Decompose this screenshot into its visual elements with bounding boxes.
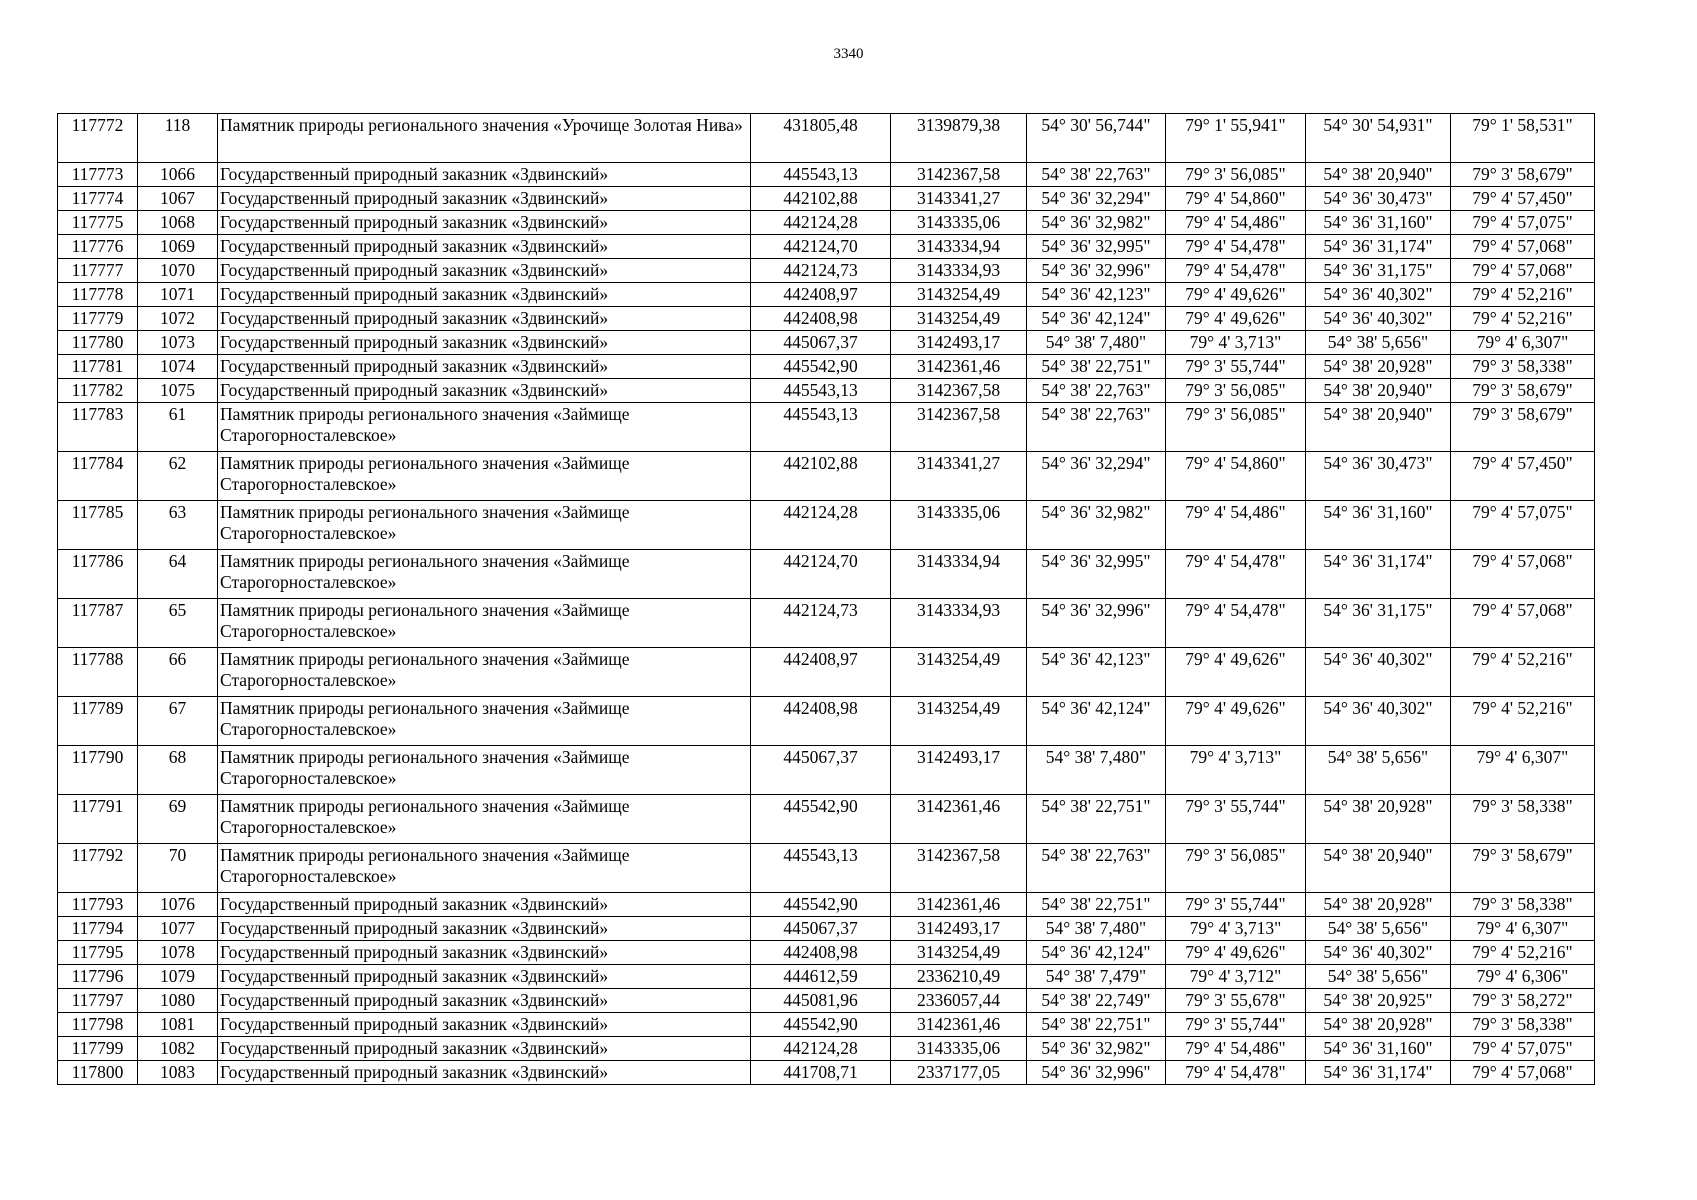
object-name-cell: Государственный природный заказник «Здвинский» [218,187,751,211]
object-name-cell: Государственный природный заказник «Здвинский» [218,917,751,941]
y-coordinate-cell: 3142361,46 [891,795,1027,844]
x-coordinate-cell: 442408,98 [751,307,891,331]
y-coordinate-cell: 3142361,46 [891,893,1027,917]
table-row [58,355,1595,379]
row-id-cell: 117781 [58,355,138,379]
row-id-cell: 117780 [58,331,138,355]
latitude-2-cell: 54° 38' 20,928" [1306,355,1451,379]
longitude-1-cell: 79° 4' 49,626" [1166,648,1306,697]
point-number-cell: 1075 [138,379,218,403]
latitude-1-cell: 54° 38' 22,751" [1027,355,1166,379]
latitude-1-cell: 54° 36' 32,995" [1027,235,1166,259]
point-number-cell: 1070 [138,259,218,283]
row-id-cell: 117789 [58,697,138,746]
table-row [58,283,1595,307]
object-name-cell: Государственный природный заказник «Здвинский» [218,283,751,307]
longitude-1-cell: 79° 1' 55,941" [1166,114,1306,163]
y-coordinate-cell: 3143335,06 [891,501,1027,550]
latitude-2-cell: 54° 36' 31,160" [1306,211,1451,235]
row-id-cell: 117775 [58,211,138,235]
point-number-cell: 68 [138,746,218,795]
latitude-2-cell: 54° 38' 5,656" [1306,331,1451,355]
latitude-2-cell: 54° 36' 30,473" [1306,452,1451,501]
object-name-cell: Государственный природный заказник «Здвинский» [218,1013,751,1037]
x-coordinate-cell: 442124,73 [751,599,891,648]
latitude-1-cell: 54° 36' 42,124" [1027,941,1166,965]
x-coordinate-cell: 445543,13 [751,163,891,187]
object-name-cell: Государственный природный заказник «Здвинский» [218,379,751,403]
latitude-2-cell: 54° 36' 30,473" [1306,187,1451,211]
y-coordinate-cell: 3143254,49 [891,941,1027,965]
x-coordinate-cell: 444612,59 [751,965,891,989]
object-name-cell: Государственный природный заказник «Здвинский» [218,941,751,965]
latitude-2-cell: 54° 36' 31,175" [1306,599,1451,648]
longitude-1-cell: 79° 4' 54,860" [1166,452,1306,501]
longitude-2-cell: 79° 4' 52,216" [1451,697,1595,746]
longitude-2-cell: 79° 4' 57,450" [1451,187,1595,211]
point-number-cell: 67 [138,697,218,746]
table-row [58,331,1595,355]
object-name-cell: Государственный природный заказник «Здвинский» [218,965,751,989]
latitude-2-cell: 54° 36' 40,302" [1306,941,1451,965]
row-id-cell: 117793 [58,893,138,917]
table-row [58,965,1595,989]
table-row [58,403,1595,452]
x-coordinate-cell: 431805,48 [751,114,891,163]
point-number-cell: 1066 [138,163,218,187]
longitude-2-cell: 79° 4' 6,307" [1451,331,1595,355]
row-id-cell: 117776 [58,235,138,259]
latitude-2-cell: 54° 36' 31,175" [1306,259,1451,283]
latitude-1-cell: 54° 36' 32,996" [1027,259,1166,283]
longitude-2-cell: 79° 4' 57,075" [1451,1037,1595,1061]
x-coordinate-cell: 445542,90 [751,795,891,844]
y-coordinate-cell: 2337177,05 [891,1061,1027,1085]
longitude-1-cell: 79° 4' 49,626" [1166,941,1306,965]
row-id-cell: 117798 [58,1013,138,1037]
table-row [58,697,1595,746]
row-id-cell: 117792 [58,844,138,893]
y-coordinate-cell: 3142367,58 [891,379,1027,403]
point-number-cell: 1074 [138,355,218,379]
x-coordinate-cell: 442124,70 [751,550,891,599]
longitude-1-cell: 79° 3' 55,744" [1166,355,1306,379]
latitude-1-cell: 54° 38' 22,763" [1027,844,1166,893]
latitude-1-cell: 54° 36' 32,294" [1027,452,1166,501]
object-name-cell: Памятник природы регионального значения «Займище Старогорносталевское» [218,844,751,893]
point-number-cell: 1069 [138,235,218,259]
longitude-1-cell: 79° 4' 49,626" [1166,283,1306,307]
y-coordinate-cell: 3143335,06 [891,1037,1027,1061]
latitude-2-cell: 54° 36' 31,174" [1306,235,1451,259]
object-name-cell: Государственный природный заказник «Здвинский» [218,989,751,1013]
y-coordinate-cell: 3142493,17 [891,917,1027,941]
latitude-1-cell: 54° 38' 22,749" [1027,989,1166,1013]
latitude-1-cell: 54° 38' 7,480" [1027,331,1166,355]
y-coordinate-cell: 2336210,49 [891,965,1027,989]
y-coordinate-cell: 3143334,93 [891,259,1027,283]
latitude-1-cell: 54° 38' 22,763" [1027,379,1166,403]
longitude-2-cell: 79° 4' 57,450" [1451,452,1595,501]
row-id-cell: 117790 [58,746,138,795]
latitude-1-cell: 54° 38' 7,480" [1027,917,1166,941]
x-coordinate-cell: 442124,70 [751,235,891,259]
object-name-cell: Государственный природный заказник «Здвинский» [218,307,751,331]
longitude-2-cell: 79° 4' 52,216" [1451,648,1595,697]
longitude-2-cell: 79° 4' 57,068" [1451,599,1595,648]
object-name-cell: Памятник природы регионального значения «Займище Старогорносталевское» [218,795,751,844]
longitude-1-cell: 79° 3' 56,085" [1166,163,1306,187]
longitude-2-cell: 79° 3' 58,338" [1451,893,1595,917]
latitude-1-cell: 54° 36' 32,996" [1027,1061,1166,1085]
longitude-1-cell: 79° 4' 54,478" [1166,259,1306,283]
point-number-cell: 118 [138,114,218,163]
x-coordinate-cell: 445081,96 [751,989,891,1013]
coordinates-table [57,113,1595,1085]
object-name-cell: Памятник природы регионального значения «Займище Старогорносталевское» [218,648,751,697]
object-name-cell: Памятник природы регионального значения «Займище Старогорносталевское» [218,697,751,746]
object-name-cell: Государственный природный заказник «Здвинский» [218,331,751,355]
table-row [58,989,1595,1013]
longitude-2-cell: 79° 3' 58,679" [1451,844,1595,893]
point-number-cell: 65 [138,599,218,648]
latitude-1-cell: 54° 36' 32,982" [1027,501,1166,550]
point-number-cell: 1068 [138,211,218,235]
longitude-2-cell: 79° 3' 58,338" [1451,795,1595,844]
longitude-2-cell: 79° 3' 58,338" [1451,1013,1595,1037]
longitude-2-cell: 79° 4' 57,075" [1451,501,1595,550]
longitude-1-cell: 79° 3' 56,085" [1166,403,1306,452]
longitude-1-cell: 79° 4' 3,713" [1166,917,1306,941]
latitude-1-cell: 54° 38' 22,751" [1027,1013,1166,1037]
row-id-cell: 117779 [58,307,138,331]
latitude-1-cell: 54° 36' 42,123" [1027,283,1166,307]
point-number-cell: 64 [138,550,218,599]
latitude-1-cell: 54° 36' 32,294" [1027,187,1166,211]
object-name-cell: Государственный природный заказник «Здвинский» [218,163,751,187]
y-coordinate-cell: 3142493,17 [891,331,1027,355]
row-id-cell: 117786 [58,550,138,599]
table-row [58,259,1595,283]
page-number: 3340 [833,46,864,62]
x-coordinate-cell: 442102,88 [751,187,891,211]
longitude-1-cell: 79° 4' 49,626" [1166,307,1306,331]
latitude-1-cell: 54° 38' 22,763" [1027,163,1166,187]
y-coordinate-cell: 3142361,46 [891,355,1027,379]
longitude-2-cell: 79° 4' 57,068" [1451,259,1595,283]
point-number-cell: 1076 [138,893,218,917]
row-id-cell: 117799 [58,1037,138,1061]
row-id-cell: 117794 [58,917,138,941]
row-id-cell: 117774 [58,187,138,211]
table-row [58,550,1595,599]
object-name-cell: Государственный природный заказник «Здвинский» [218,259,751,283]
latitude-1-cell: 54° 36' 32,996" [1027,599,1166,648]
point-number-cell: 1077 [138,917,218,941]
latitude-1-cell: 54° 36' 42,124" [1027,307,1166,331]
row-id-cell: 117778 [58,283,138,307]
latitude-2-cell: 54° 38' 5,656" [1306,917,1451,941]
latitude-1-cell: 54° 36' 32,982" [1027,211,1166,235]
y-coordinate-cell: 3142367,58 [891,163,1027,187]
x-coordinate-cell: 442102,88 [751,452,891,501]
point-number-cell: 1079 [138,965,218,989]
point-number-cell: 1067 [138,187,218,211]
longitude-1-cell: 79° 3' 56,085" [1166,379,1306,403]
longitude-1-cell: 79° 4' 49,626" [1166,697,1306,746]
longitude-2-cell: 79° 3' 58,272" [1451,989,1595,1013]
longitude-2-cell: 79° 4' 52,216" [1451,283,1595,307]
longitude-1-cell: 79° 4' 54,478" [1166,235,1306,259]
point-number-cell: 70 [138,844,218,893]
table-row [58,1037,1595,1061]
object-name-cell: Государственный природный заказник «Здвинский» [218,211,751,235]
longitude-1-cell: 79° 4' 54,478" [1166,550,1306,599]
object-name-cell: Государственный природный заказник «Здвинский» [218,893,751,917]
latitude-1-cell: 54° 38' 7,480" [1027,746,1166,795]
latitude-1-cell: 54° 30' 56,744" [1027,114,1166,163]
row-id-cell: 117791 [58,795,138,844]
latitude-1-cell: 54° 38' 22,751" [1027,893,1166,917]
object-name-cell: Памятник природы регионального значения «Займище Старогорносталевское» [218,452,751,501]
latitude-1-cell: 54° 36' 32,982" [1027,1037,1166,1061]
table-row [58,1061,1595,1085]
latitude-2-cell: 54° 38' 20,928" [1306,795,1451,844]
object-name-cell: Памятник природы регионального значения «Урочище Золотая Нива» [218,114,751,163]
table-row [58,795,1595,844]
table-row [58,599,1595,648]
table-row [58,648,1595,697]
longitude-2-cell: 79° 4' 52,216" [1451,941,1595,965]
object-name-cell: Государственный природный заказник «Здвинский» [218,355,751,379]
point-number-cell: 1072 [138,307,218,331]
x-coordinate-cell: 442408,97 [751,648,891,697]
latitude-2-cell: 54° 36' 40,302" [1306,697,1451,746]
latitude-2-cell: 54° 38' 20,940" [1306,163,1451,187]
point-number-cell: 63 [138,501,218,550]
table-row [58,235,1595,259]
latitude-2-cell: 54° 38' 20,940" [1306,379,1451,403]
object-name-cell: Памятник природы регионального значения «Займище Старогорносталевское» [218,746,751,795]
latitude-2-cell: 54° 38' 5,656" [1306,746,1451,795]
latitude-2-cell: 54° 36' 40,302" [1306,648,1451,697]
table-row [58,1013,1595,1037]
longitude-1-cell: 79° 4' 54,478" [1166,599,1306,648]
x-coordinate-cell: 442124,28 [751,1037,891,1061]
longitude-1-cell: 79° 4' 54,486" [1166,1037,1306,1061]
x-coordinate-cell: 442408,98 [751,697,891,746]
table-row [58,501,1595,550]
row-id-cell: 117788 [58,648,138,697]
point-number-cell: 1071 [138,283,218,307]
longitude-1-cell: 79° 3' 55,744" [1166,893,1306,917]
row-id-cell: 117787 [58,599,138,648]
x-coordinate-cell: 445542,90 [751,893,891,917]
longitude-2-cell: 79° 4' 57,068" [1451,235,1595,259]
table-row [58,917,1595,941]
x-coordinate-cell: 445067,37 [751,746,891,795]
table-body [58,114,1595,1085]
point-number-cell: 1078 [138,941,218,965]
latitude-2-cell: 54° 30' 54,931" [1306,114,1451,163]
table-row [58,211,1595,235]
point-number-cell: 1073 [138,331,218,355]
point-number-cell: 62 [138,452,218,501]
latitude-2-cell: 54° 38' 5,656" [1306,965,1451,989]
point-number-cell: 61 [138,403,218,452]
x-coordinate-cell: 442408,97 [751,283,891,307]
latitude-1-cell: 54° 38' 22,763" [1027,403,1166,452]
object-name-cell: Памятник природы регионального значения «Займище Старогорносталевское» [218,599,751,648]
point-number-cell: 1082 [138,1037,218,1061]
y-coordinate-cell: 3143254,49 [891,307,1027,331]
y-coordinate-cell: 3143334,94 [891,550,1027,599]
x-coordinate-cell: 442124,28 [751,501,891,550]
longitude-1-cell: 79° 3' 56,085" [1166,844,1306,893]
longitude-1-cell: 79° 4' 3,712" [1166,965,1306,989]
object-name-cell: Памятник природы регионального значения «Займище Старогорносталевское» [218,403,751,452]
x-coordinate-cell: 442124,73 [751,259,891,283]
longitude-1-cell: 79° 4' 3,713" [1166,331,1306,355]
longitude-2-cell: 79° 4' 52,216" [1451,307,1595,331]
longitude-1-cell: 79° 4' 54,486" [1166,211,1306,235]
y-coordinate-cell: 3143334,93 [891,599,1027,648]
latitude-1-cell: 54° 36' 32,995" [1027,550,1166,599]
x-coordinate-cell: 445542,90 [751,355,891,379]
row-id-cell: 117784 [58,452,138,501]
y-coordinate-cell: 3143254,49 [891,697,1027,746]
y-coordinate-cell: 3143254,49 [891,648,1027,697]
y-coordinate-cell: 3143341,27 [891,187,1027,211]
longitude-1-cell: 79° 4' 54,486" [1166,501,1306,550]
object-name-cell: Памятник природы регионального значения «Займище Старогорносталевское» [218,501,751,550]
row-id-cell: 117772 [58,114,138,163]
row-id-cell: 117797 [58,989,138,1013]
latitude-1-cell: 54° 36' 42,124" [1027,697,1166,746]
table-row [58,844,1595,893]
x-coordinate-cell: 445067,37 [751,331,891,355]
row-id-cell: 117783 [58,403,138,452]
longitude-2-cell: 79° 3' 58,679" [1451,379,1595,403]
x-coordinate-cell: 445542,90 [751,1013,891,1037]
row-id-cell: 117800 [58,1061,138,1085]
latitude-2-cell: 54° 38' 20,940" [1306,403,1451,452]
point-number-cell: 1081 [138,1013,218,1037]
table-row [58,187,1595,211]
latitude-2-cell: 54° 36' 31,160" [1306,501,1451,550]
longitude-2-cell: 79° 4' 6,307" [1451,917,1595,941]
longitude-2-cell: 79° 3' 58,679" [1451,403,1595,452]
longitude-2-cell: 79° 3' 58,338" [1451,355,1595,379]
y-coordinate-cell: 3143341,27 [891,452,1027,501]
latitude-2-cell: 54° 38' 20,925" [1306,989,1451,1013]
x-coordinate-cell: 445067,37 [751,917,891,941]
table-row [58,163,1595,187]
y-coordinate-cell: 3142367,58 [891,403,1027,452]
longitude-2-cell: 79° 4' 57,068" [1451,550,1595,599]
latitude-2-cell: 54° 38' 20,928" [1306,1013,1451,1037]
longitude-2-cell: 79° 4' 6,307" [1451,746,1595,795]
longitude-1-cell: 79° 3' 55,744" [1166,1013,1306,1037]
x-coordinate-cell: 441708,71 [751,1061,891,1085]
y-coordinate-cell: 3142367,58 [891,844,1027,893]
table-row [58,746,1595,795]
latitude-1-cell: 54° 38' 7,479" [1027,965,1166,989]
object-name-cell: Государственный природный заказник «Здвинский» [218,1037,751,1061]
object-name-cell: Государственный природный заказник «Здвинский» [218,1061,751,1085]
x-coordinate-cell: 445543,13 [751,844,891,893]
y-coordinate-cell: 3143254,49 [891,283,1027,307]
y-coordinate-cell: 3139879,38 [891,114,1027,163]
longitude-1-cell: 79° 3' 55,678" [1166,989,1306,1013]
row-id-cell: 117785 [58,501,138,550]
point-number-cell: 1080 [138,989,218,1013]
point-number-cell: 69 [138,795,218,844]
latitude-1-cell: 54° 36' 42,123" [1027,648,1166,697]
longitude-2-cell: 79° 3' 58,679" [1451,163,1595,187]
row-id-cell: 117782 [58,379,138,403]
y-coordinate-cell: 3142493,17 [891,746,1027,795]
longitude-2-cell: 79° 4' 57,075" [1451,211,1595,235]
latitude-2-cell: 54° 36' 31,160" [1306,1037,1451,1061]
table-row [58,893,1595,917]
object-name-cell: Государственный природный заказник «Здвинский» [218,235,751,259]
table-row [58,307,1595,331]
x-coordinate-cell: 442408,98 [751,941,891,965]
latitude-2-cell: 54° 36' 40,302" [1306,283,1451,307]
longitude-1-cell: 79° 4' 54,860" [1166,187,1306,211]
point-number-cell: 66 [138,648,218,697]
longitude-2-cell: 79° 4' 57,068" [1451,1061,1595,1085]
table-row [58,452,1595,501]
y-coordinate-cell: 3143335,06 [891,211,1027,235]
latitude-2-cell: 54° 38' 20,940" [1306,844,1451,893]
table-row [58,114,1595,163]
latitude-1-cell: 54° 38' 22,751" [1027,795,1166,844]
longitude-1-cell: 79° 4' 3,713" [1166,746,1306,795]
longitude-2-cell: 79° 4' 6,306" [1451,965,1595,989]
x-coordinate-cell: 442124,28 [751,211,891,235]
point-number-cell: 1083 [138,1061,218,1085]
y-coordinate-cell: 3142361,46 [891,1013,1027,1037]
row-id-cell: 117795 [58,941,138,965]
latitude-2-cell: 54° 38' 20,928" [1306,893,1451,917]
row-id-cell: 117777 [58,259,138,283]
longitude-1-cell: 79° 4' 54,478" [1166,1061,1306,1085]
table-row [58,379,1595,403]
object-name-cell: Памятник природы регионального значения «Займище Старогорносталевское» [218,550,751,599]
latitude-2-cell: 54° 36' 31,174" [1306,1061,1451,1085]
y-coordinate-cell: 2336057,44 [891,989,1027,1013]
table-row [58,941,1595,965]
y-coordinate-cell: 3143334,94 [891,235,1027,259]
latitude-2-cell: 54° 36' 31,174" [1306,550,1451,599]
row-id-cell: 117773 [58,163,138,187]
x-coordinate-cell: 445543,13 [751,403,891,452]
x-coordinate-cell: 445543,13 [751,379,891,403]
longitude-2-cell: 79° 1' 58,531" [1451,114,1595,163]
row-id-cell: 117796 [58,965,138,989]
latitude-2-cell: 54° 36' 40,302" [1306,307,1451,331]
longitude-1-cell: 79° 3' 55,744" [1166,795,1306,844]
